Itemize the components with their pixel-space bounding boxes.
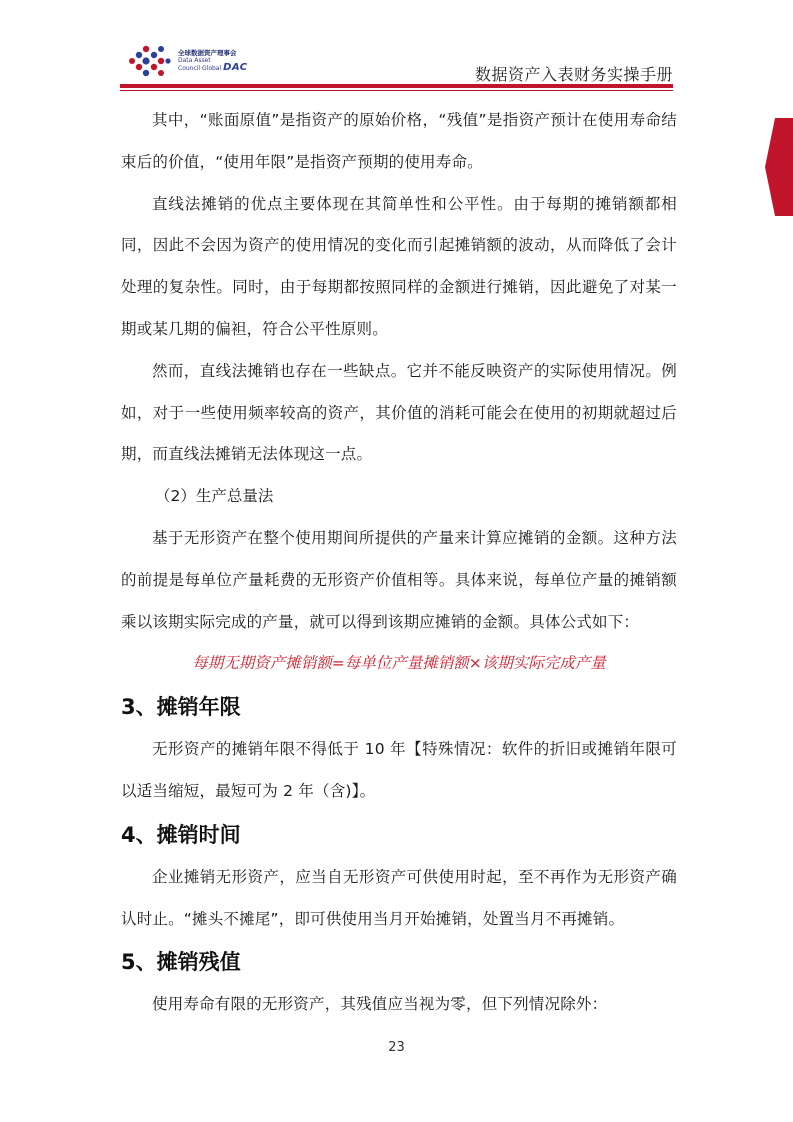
logo-abbr: DAC xyxy=(223,62,248,73)
logo-text xyxy=(178,50,248,72)
paragraph-amortization-timing: 企业摊销无形资产，应当自无形资产可供使用时起，至不再作为无形资产确认时止。“摊头不摊尾”，即可供使用当月开始摊销，处置当月不再摊销。 xyxy=(121,867,677,928)
dac-logo xyxy=(128,44,248,78)
paragraph-definitions: 其中，“账面原值”是指资产的原始价格，“残值”是指资产预计在使用寿命结束后的价值，“使用年限”是指资产预期的使用寿命。 xyxy=(121,111,677,171)
logo-cn-name: 全球数据资产理事会 xyxy=(178,49,237,57)
paragraph-straight-line-advantages: 直线法摊销的优点主要体现在其简单性和公平性。由于每期的摊销额都相同，因此不会因为资产的使用情况的变化而引起摊销额的波动，从而降低了会计处理的复杂性。同时，由于每期都按照同样的金额进行摊销，因此避免了对某一期或某几期的偏袒，符合公平性原则。 xyxy=(121,194,677,338)
logo-dots-icon xyxy=(128,44,176,78)
heading-amortization-period: 3、摊销年限 xyxy=(121,695,241,720)
heading-residual-value: 5、摊销残值 xyxy=(121,950,241,975)
logo-en-line2: Council Global xyxy=(178,65,222,72)
logo-en-line1: Data Asset xyxy=(178,57,211,64)
paragraph-amortization-period: 无形资产的摊销年限不得低于 10 年【特殊情况：软件的折旧或摊销年限可以适当缩短，最短可为 2 年（含)】。 xyxy=(121,740,677,800)
formula-amortization: 每期无期资产摊销额=每单位产量摊销额×该期实际完成产量 xyxy=(192,654,606,673)
paragraph-residual-value: 使用寿命有限的无形资产，其残值应当视为零，但下列情况除外： xyxy=(152,995,608,1014)
header-rule-thick xyxy=(120,84,673,88)
subheading-units-of-production: （2）生产总量法 xyxy=(155,487,274,506)
page-header xyxy=(0,0,793,100)
header-rule-thin xyxy=(120,90,673,91)
paragraph-units-of-production: 基于无形资产在整个使用期间所提供的产量来计算应摊销的金额。这种方法的前提是每单位产量耗费的无形资产价值相等。具体来说，每单位产量的摊销额乘以该期实际完成的产量，就可以得到该期应摊销的金额。具体公式如下： xyxy=(121,528,677,631)
page-body xyxy=(121,100,677,1026)
page-number: 23 xyxy=(388,1040,405,1055)
heading-amortization-timing: 4、摊销时间 xyxy=(121,822,241,847)
document-title: 数据资产入表财务实操手册 xyxy=(474,65,673,84)
side-tab-marker xyxy=(765,118,793,216)
paragraph-straight-line-drawbacks: 然而，直线法摊销也存在一些缺点。它并不能反映资产的实际使用情况。例如，对于一些使用频率较高的资产，其价值的消耗可能会在使用的初期就超过后期，而直线法摊销无法体现这一点。 xyxy=(121,361,677,464)
